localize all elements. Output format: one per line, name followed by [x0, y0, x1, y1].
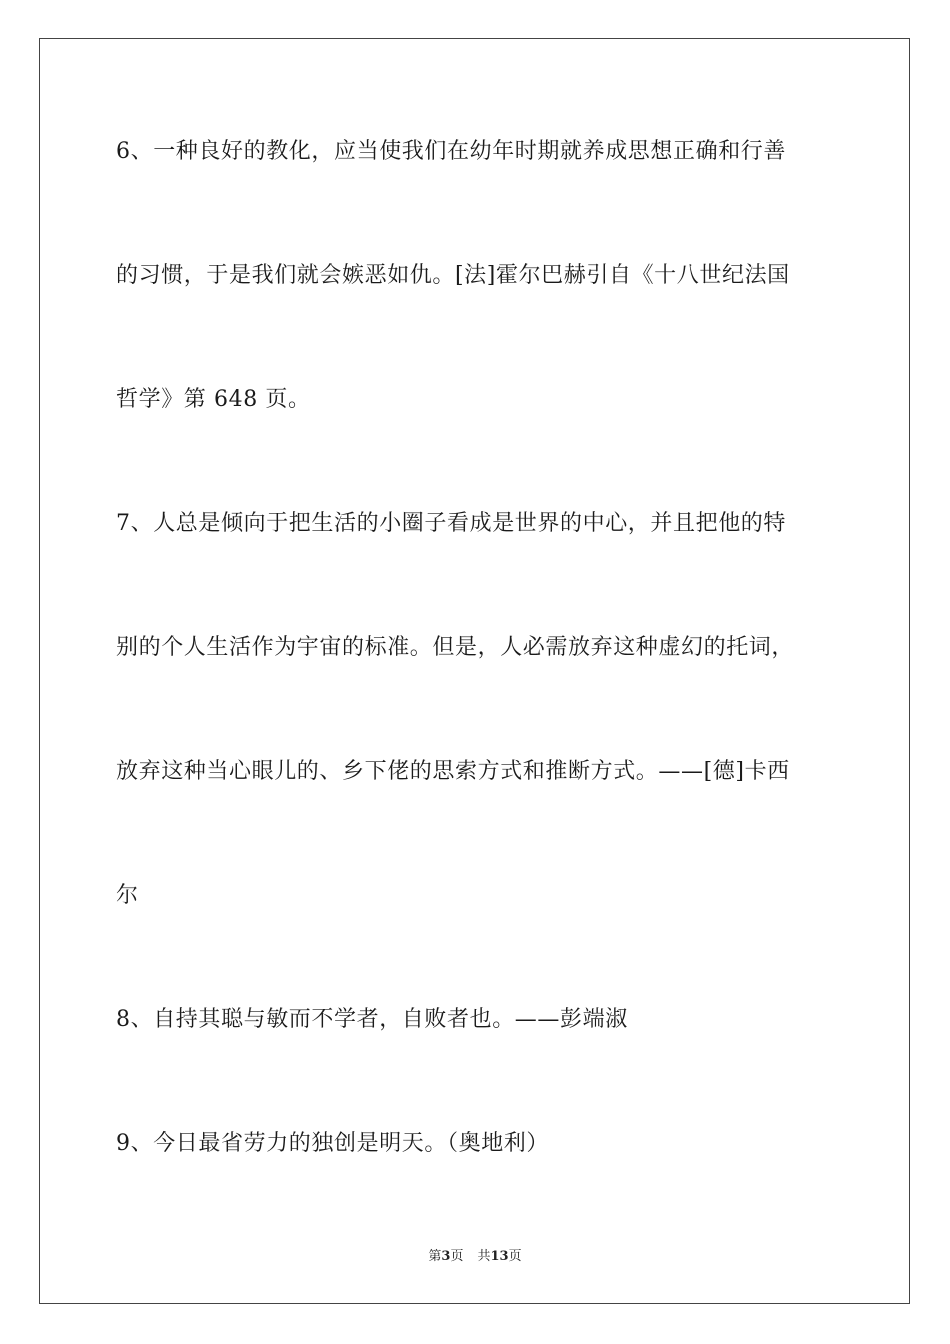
quote-9: 9、今日最省劳力的独创是明天。（奥地利） [116, 1131, 549, 1156]
quote-7-line-1: 7、人总是倾向于把生活的小圈子看成是世界的中心，并且把他的特 [116, 511, 786, 536]
page-footer [0, 1248, 950, 1266]
quote-6-line-3: 哲学》第 648 页。 [116, 387, 311, 412]
footer-page-suffix: 页 [450, 1249, 464, 1264]
quote-7-line-3: 放弃这种当心眼儿的、乡下佬的思索方式和推断方式。——[德]卡西 [116, 759, 790, 784]
quote-7-line-2: 别的个人生活作为宇宙的标准。但是，人必需放弃这种虚幻的托词， [116, 635, 795, 660]
quote-8: 8、自持其聪与敏而不学者，自败者也。——彭端淑 [116, 1007, 628, 1032]
quote-7-line-4: 尔 [116, 883, 139, 908]
quote-6-line-1: 6、一种良好的教化，应当使我们在幼年时期就养成思想正确和行善 [116, 139, 786, 164]
footer-page-prefix: 第 [428, 1249, 442, 1264]
footer-total-prefix: 共 [477, 1249, 491, 1264]
footer-total-pages: 13 [490, 1249, 509, 1264]
footer-page-number: 3 [441, 1249, 451, 1264]
page-border [39, 38, 910, 1304]
quote-6-line-2: 的习惯，于是我们就会嫉恶如仇。[法]霍尔巴赫引自《十八世纪法国 [116, 263, 790, 288]
footer-total-suffix: 页 [508, 1249, 522, 1264]
